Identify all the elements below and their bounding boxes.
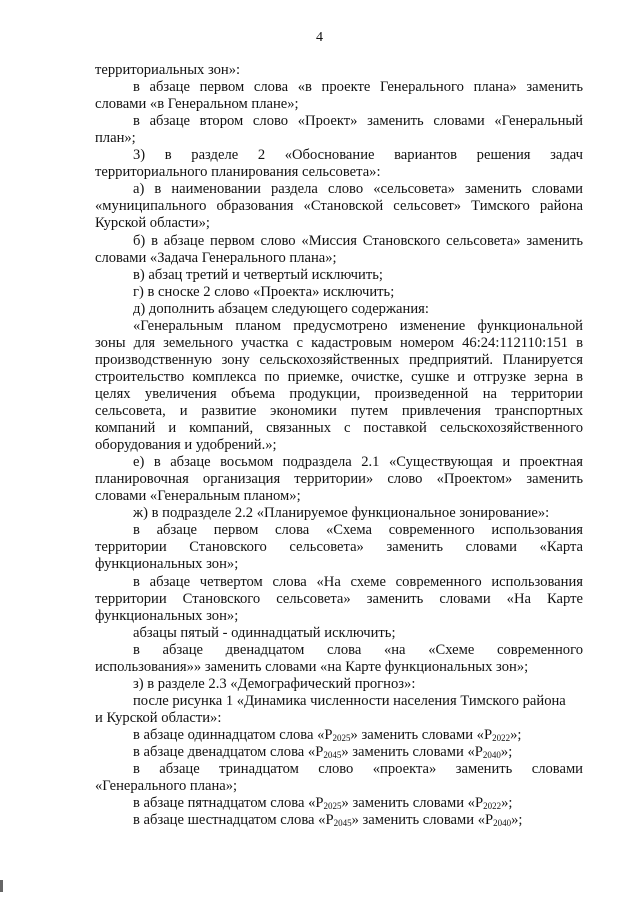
text-line: производственную зону сельскохозяйственных предприятий. Планируется — [95, 351, 583, 368]
text-line: в) абзац третий и четвертый исключить; — [133, 266, 383, 283]
subscript: 2022 — [483, 801, 502, 812]
text-line: в абзаце тринадцатом слово «проекта» заменить словами — [133, 761, 583, 778]
text-line: территориального планирования сельсовета»: — [95, 164, 381, 181]
text-line: компаний и компаний, связанных с поставкой сельскохозяйственного — [95, 420, 583, 437]
subscript: 2045 — [323, 750, 342, 760]
text-line: в абзаце двенадцатом слова «на «Схеме современного — [133, 641, 583, 658]
text-line: и Курской области»: — [95, 709, 222, 726]
text-segment: » заменить словами «Р — [351, 812, 494, 829]
text-segment: в абзаце двенадцатом слова «Р — [133, 744, 324, 760]
text-line: а) в наименовании раздела слово «сельсовета» заменить словами — [133, 181, 583, 198]
text-segment: »; — [511, 812, 523, 829]
text-line: ж) в подразделе 2.2 «Планируемое функциональное зонирование»: — [133, 505, 550, 522]
text-segment: » заменить словами «Р — [341, 744, 483, 760]
subscript: 2025 — [323, 801, 342, 812]
page-number: 4 — [316, 30, 323, 45]
text-line: з) в разделе 2.3 «Демографический прогноз»: — [133, 675, 416, 692]
text-line: сельсовета, и развитие экономики путем привлечения транспортных — [95, 403, 583, 419]
text-line — [133, 812, 522, 832]
subscript: 2022 — [492, 732, 511, 743]
text-segment: в абзаце одиннадцатом слова «Р — [133, 726, 333, 743]
subscript: 2040 — [482, 750, 501, 760]
text-line: план»; — [95, 130, 136, 147]
text-segment: »; — [510, 726, 522, 743]
text-line: в абзаце первом слова «Схема современного использования — [133, 522, 583, 539]
text-line: 3) в разделе 2 «Обоснование вариантов решения задач — [133, 147, 583, 164]
subscript: 2045 — [333, 818, 352, 829]
text-line: в абзаце первом слова «в проекте Генерального плана» заменить — [133, 79, 583, 96]
text-line: «Генеральным планом предусмотрено изменение функциональной — [133, 317, 583, 334]
text-line: «муниципального образования «Становской сельсовет» Тимского района — [95, 198, 583, 215]
text-line: словами «в Генеральном плане»; — [95, 96, 299, 113]
text-segment: в абзаце пятнадцатом слова «Р — [133, 795, 324, 812]
text-line: в абзаце втором слово «Проект» заменить словами «Генеральный — [133, 113, 583, 130]
text-line: зоны для земельного участка с кадастровым номером 46:24:112110:151 в — [95, 334, 583, 351]
text-line: функциональных зон»; — [95, 607, 239, 624]
scan-edge-mark — [0, 880, 3, 892]
text-segment: » заменить словами «Р — [341, 795, 484, 812]
text-segment: »; — [500, 744, 513, 760]
text-segment: »; — [501, 795, 513, 812]
text-line: использования»» заменить словами «на Карте функциональных зон»; — [95, 658, 529, 675]
text-line: д) дополнить абзацем следующего содержания: — [133, 300, 429, 317]
text-line: Курской области»; — [95, 215, 210, 232]
text-line: б) в абзаце первом слово «Миссия Становского сельсовета» заменить — [133, 232, 583, 249]
text-line: целях увеличения объема продукции, произведенной на территории — [95, 385, 583, 402]
text-line: е) в абзаце восьмом подраздела 2.1 «Существующая и проектная — [133, 454, 583, 471]
text-line: функциональных зон»; — [95, 556, 239, 573]
text-line: планировочная организация территории» слово «Проектом» заменить — [95, 471, 583, 488]
text-line: строительство комплекса по приемке, очистке, сушке и отгрузке зерна в — [95, 368, 583, 385]
text-segment: в абзаце шестнадцатом слова «Р — [133, 812, 334, 829]
text-line: территории Становского сельсовета» заменить словами «Карта — [95, 539, 583, 556]
subscript: 2040 — [493, 818, 512, 829]
text-line: после рисунка 1 «Динамика численности населения Тимского района — [133, 692, 566, 709]
text-line: территории Становского сельсовета» заменить словами «На Карте — [95, 590, 583, 607]
text-line: абзацы пятый - одиннадцатый исключить; — [133, 624, 396, 641]
text-line: территориальных зон»: — [95, 62, 241, 78]
text-segment: » заменить словами «Р — [350, 726, 493, 743]
text-line: г) в сноске 2 слово «Проекта» исключить; — [133, 283, 395, 300]
text-line: словами «Задача Генерального плана»; — [95, 249, 337, 266]
text-line: в абзаце четвертом слова «На схеме современного использования — [133, 573, 583, 590]
text-line: оборудования и удобрений.»; — [95, 437, 277, 454]
subscript: 2025 — [332, 732, 351, 743]
text-line: словами «Генеральным планом»; — [95, 488, 301, 505]
text-line: «Генерального плана»; — [95, 778, 238, 795]
